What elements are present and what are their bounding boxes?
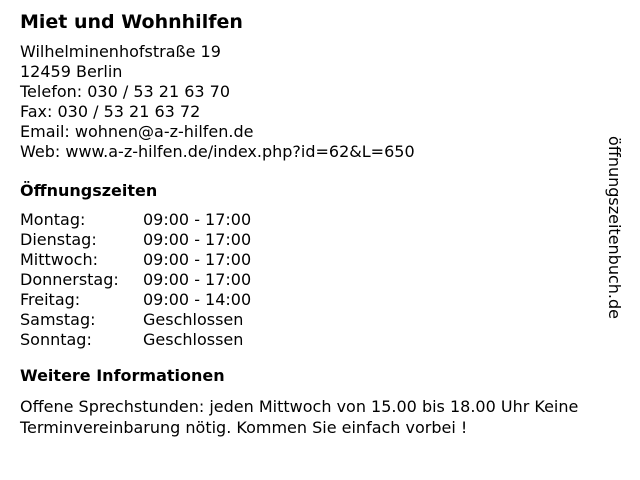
hours-day: Mittwoch: xyxy=(20,250,98,269)
opening-hours-table xyxy=(20,210,632,350)
hours-time: Geschlossen xyxy=(143,310,244,329)
hours-row xyxy=(20,210,632,230)
more-info-heading: Weitere Informationen xyxy=(20,366,225,385)
hours-day: Sonntag: xyxy=(20,330,92,349)
web-line: Web: www.a-z-hilfen.de/index.php?id=62&L=650 xyxy=(20,142,415,161)
phone-line: Telefon: 030 / 53 21 63 70 xyxy=(20,82,231,101)
hours-row xyxy=(20,290,632,310)
hours-day: Dienstag: xyxy=(20,230,97,249)
opening-hours-heading: Öffnungszeiten xyxy=(20,181,158,200)
hours-day: Donnerstag: xyxy=(20,270,119,289)
hours-day: Freitag: xyxy=(20,290,81,309)
side-watermark-label: öffnungszeitenbuch.de xyxy=(605,136,624,319)
hours-time: 09:00 - 17:00 xyxy=(143,270,252,289)
hours-row xyxy=(20,250,632,270)
hours-time: 09:00 - 17:00 xyxy=(143,250,252,269)
more-info-text: Offene Sprechstunden: jeden Mittwoch von 15.00 bis 18.00 Uhr Keine Terminvereinbarung nötig. Kommen Sie einfach vorbei ! xyxy=(20,397,579,437)
hours-row xyxy=(20,230,632,250)
hours-time: 09:00 - 17:00 xyxy=(143,210,252,229)
hours-day: Montag: xyxy=(20,210,86,229)
contact-block xyxy=(20,42,632,162)
hours-time: 09:00 - 17:00 xyxy=(143,230,252,249)
hours-row xyxy=(20,310,632,330)
hours-time: 09:00 - 14:00 xyxy=(143,290,252,309)
hours-day: Samstag: xyxy=(20,310,96,329)
street-address: Wilhelminenhofstraße 19 xyxy=(20,42,221,61)
email-line: Email: wohnen@a-z-hilfen.de xyxy=(20,122,254,141)
hours-row xyxy=(20,270,632,290)
hours-time: Geschlossen xyxy=(143,330,244,349)
hours-row xyxy=(20,330,632,350)
fax-line: Fax: 030 / 53 21 63 72 xyxy=(20,102,201,121)
business-card xyxy=(20,10,632,438)
business-name: Miet und Wohnhilfen xyxy=(20,11,243,33)
city-line: 12459 Berlin xyxy=(20,62,123,81)
